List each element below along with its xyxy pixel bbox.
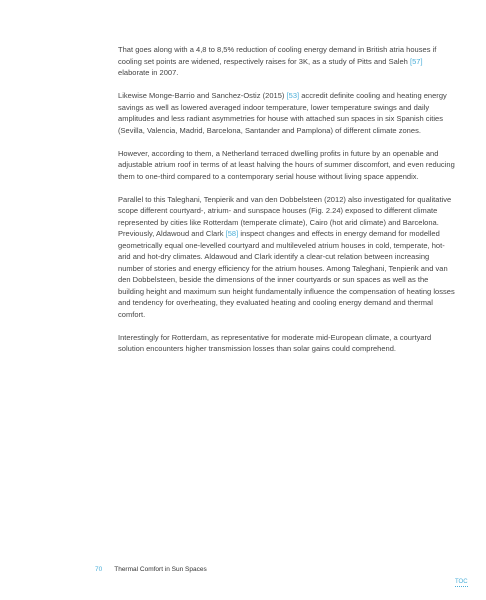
running-title: Thermal Comfort in Sun Spaces — [114, 566, 207, 573]
text-run: Parallel to this Taleghani, Tenpierik and van den Dobbelsteen (2012) also investigated for qualitative scope different courtyard-, atrium- and sunspace houses (Fig. 2.24) exposed to different climate represented by cities like Rotterdam (temperate climate), Cairo (hot arid climate) and Barcelona. Previously, Aldawoud and Clark — [118, 194, 452, 238]
reference-link[interactable]: [53] — [286, 91, 300, 100]
paragraph — [118, 44, 456, 79]
text-run: That goes along with a 4,8 to 8,5% reduction of cooling energy demand in British atria houses if cooling set points are widened, respectively raises for 3K, as a study of Pitts and Saleh — [118, 45, 437, 66]
text-run: elaborate in 2007. — [118, 68, 179, 77]
paragraph — [118, 332, 456, 355]
paragraph — [118, 194, 456, 321]
text-run: inspect changes and effects in energy demand for modelled geometrically equal one-levelled courtyard and multileveled atrium houses in cold, temperate, hot-arid and hot-dry climates. Aldawoud and Clark identify a clear-cut relation between increasing number of stories and energy efficiency for the atrium houses. Among Taleghani, Tenpierik and van den Dobbelsteen, beside the dimensions of the inner courtyards or sun spaces as well as the building height and maximum sun height fundamentally influence the compensation of heating losses and tendency for overheating, they evaluated heating and cooling energy demand and thermal comfort. — [118, 229, 455, 319]
page-footer — [95, 566, 207, 573]
body-text — [118, 44, 456, 366]
page-number: 70 — [95, 566, 103, 573]
text-run: Likewise Monge-Barrio and Sanchez-Ostiz (2015) — [118, 91, 287, 100]
toc-link[interactable]: TOC — [455, 579, 468, 585]
text-run: However, according to them, a Netherland terraced dwelling profits in future by an openable and adjustable atrium roof in terms of at least halving the hours of summer discomfort, and even reducing them to one-third compared to a contemporary serial house without living space appendix. — [118, 148, 455, 181]
text-run: accredit definite cooling and heating energy savings as well as lowered averaged indoor temperature, lower temperature swings and daily amplitudes and less radiant asymmetries for house with attached sun spaces in six Spanish cities (Sevilla, Valencia, Madrid, Barcelona, Santander and Pamplona) of different climate zones. — [118, 91, 447, 135]
reference-link[interactable]: [57] — [409, 56, 423, 66]
paragraph — [118, 90, 456, 136]
reference-link[interactable]: [58] — [225, 229, 239, 238]
paragraph — [118, 148, 456, 183]
text-run: Interestingly for Rotterdam, as representative for moderate mid-European climate, a courtyard solution encounters higher transmission losses than solar gains could comprehend. — [118, 332, 432, 353]
